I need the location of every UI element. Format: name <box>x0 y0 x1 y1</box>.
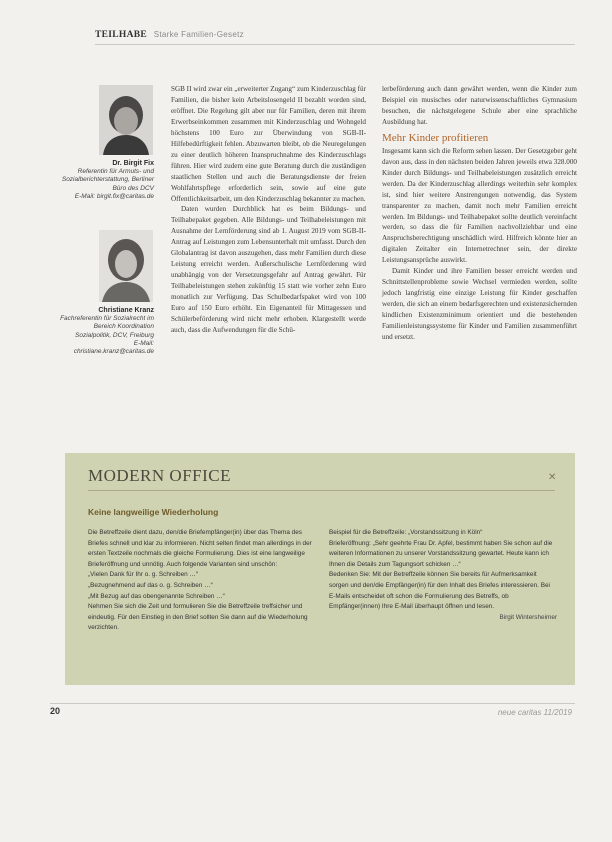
article-column-1 <box>171 84 366 336</box>
author-name-2: Christiane Kranz <box>98 307 154 314</box>
box-ornament-icon: ✕ <box>548 472 557 483</box>
box-paragraph: Bedenken Sie: Mit der Betreffzeile können Sie bereits für Aufmerksamkeit sorgen und den/die Empfänger(in) für den Inhalt des Briefes interessieren. Bei E-Mails entscheidet oft schon die Formulierung des Betreffs, ob Empfänger(innen) Ihre E-Mail überhaupt öffnen und lesen. <box>329 571 550 611</box>
paragraph: SGB II wird zwar ein „erweiterter Zugang“ zum Kinderzuschlag für Familien, die bisher kein Arbeitslosengeld II bezahlt worden sind, eröffnet. Die Regelung gilt aber nur für Familien, deren mit ihrem Erwerbseinkommen zusammen mit Kinderzuschlag und Wohngeld höchstens 100 Euro zur Überwindung von SGB-II-Hilfebedürftigkeit fehlen. Abzuwarten bleibt, ob die Neuregelungen zu einer deutlich höheren Inanspruchnahme des Kinderzuschlags führen. Hier wird zudem eine gute Beratung durch die zuständigen staatlichen Stellen und auch die Beratungsdienste der freien Wohlfahrtspflege erforderlich sein, sowie auf eine gute Öffentlichkeitsarbeit, um den Kinderzuschlag bekannter zu machen. <box>171 85 366 203</box>
author-email-2: E-Mail: christiane.kranz@caritas.de <box>73 339 154 356</box>
box-paragraph: Nehmen Sie sich die Zeit und formulieren Sie die Betreffzeile treffsicher und eindeutig. Für den Einstieg in den Brief sollten Sie dann auf die Wiederholung verzichten. <box>88 603 308 632</box>
box-column-left <box>88 528 316 634</box>
author-caption-1 <box>60 160 154 201</box>
author-role-2: Fachreferentin für Sozialrecht im Bereich Koordination Sozialpolitik, DCV, Freiburg <box>60 315 154 339</box>
header-rule <box>95 44 575 45</box>
box-quote: „Bezugnehmend auf das o. g. Schreiben …“ <box>88 581 213 589</box>
section-label: TEILHABE <box>95 30 148 40</box>
box-rule <box>88 490 555 491</box>
section-heading: Mehr Kinder profitieren <box>382 131 489 144</box>
topic-label: Starke Familien-Gesetz <box>153 30 244 39</box>
paragraph: Daten wurden Durchblick hat es beim Bildungs- und Teilhabepaket gegeben. Alle Bildungs- und Teilhabeleistungen mit Ausnahme der Lernförderung sind ab 1. August 2019 vom SGB-II-Antrag auf Leistungen zum Lebensunterhalt mit umfasst. Durch den Globalantrag ist davon auszugehen, dass mehr Familien durch diese Leistung erreicht werden. Außerschulische Lernförderung wird unabhängig von der Versetzungsgefahr auf Antrag gewährt. Für Teilhabeleistungen stehen zukünftig 15 statt wie vorher zehn Euro monatlich zur Verfügung. Das Schulbedarfspaket wird von 100 Euro auf 150 Euro erhöht. Ein Eigenanteil für Mittagessen und Schülerbeförderung wird nicht mehr erhoben. Klargestellt werde auch, dass die Aufwendungen für die Schü- <box>171 205 366 334</box>
article-column-2 <box>382 84 577 343</box>
box-subtitle: Keine langweilige Wiederholung <box>88 507 219 517</box>
paragraph: Insgesamt kann sich die Reform sehen lassen. Der Gesetzgeber geht davon aus, dass in den nächsten beiden Jahren jeweils etwa 328.000 Kinder durch Bildungs- und Teilhabeleistungen zusätzlich erreicht werden. Da der Kinderzuschlag allerdings weiterhin sehr komplex ist, sind hier weitere Anstrengungen notwendig, das System transparenter zu machen, damit noch mehr Familien erreicht werden. Im Bildungs- und Teilhabepaket sollte deutlich vereinfacht werden, so dass die für Familien nachvollziehbar und eine Anspruchsberechtigung unschädlich wird. Hilfreich könnte hier an digitalen Zeitalter ein Internetrechner sein, der direkte Leistungsansprüche auswirkt. <box>382 146 577 265</box>
author-role-1: Referentin für Armuts- und Sozialberichterstattung, Berliner Büro des DCV <box>61 168 154 192</box>
author-name-1: Dr. Birgit Fix <box>112 160 154 167</box>
footer-rule <box>50 703 575 704</box>
box-paragraph: Die Betreffzeile dient dazu, den/die Briefempfänger(in) über das Thema des Briefes schnell und klar zu informieren. Nicht selten findet man allerdings in der ersten Textzeile nochmals die gleiche Formulierung. Dies ist eine langweilige Brieferöffnung und unnötig. Auch folgende Varianten sind unschön: <box>88 529 312 568</box>
box-column-right <box>329 528 557 623</box>
box-signature: Birgit Wintersheimer <box>499 613 557 621</box>
box-title: MODERN OFFICE <box>88 466 231 485</box>
box-quote: „Vielen Dank für Ihr o. g. Schreiben …“ <box>88 571 198 579</box>
box-paragraph: Brieferöffnung: „Sehr geehrte Frau Dr. Apfel, bestimmt haben Sie schon auf die weiteren Informationen zu unserer Vorstandssitzung gewartet. Heute kann ich Ihnen die Details zum Tagungsort schicken …“ <box>329 539 553 568</box>
author-caption-2 <box>60 307 154 356</box>
magazine-label: neue caritas 11/2019 <box>497 708 572 717</box>
author-photo-1 <box>99 85 153 155</box>
author-photo-2 <box>99 230 153 302</box>
page-header <box>95 30 244 40</box>
box-quote: „Mit Bezug auf das obengenannte Schreiben …“ <box>88 592 225 600</box>
paragraph: lerbeförderung auch dann gewährt werden, wenn die Kinder zum Beispiel ein musisches oder naturwissenschaftliches Gymnasium besuchen, die nächstgelegene Schule aber eine sprachliche Ausbildung hat. <box>382 85 577 126</box>
author-email-1: E-Mail: birgit.fix@caritas.de <box>74 192 154 200</box>
paragraph: Damit Kinder und ihre Familien besser erreicht werden und Schnittstellenprobleme sowie Wechsel vermieden werden, sollte jedoch langfristig eine einzige Leistung für Kinder geschaffen werden, die sich an einem bedarfsgerechten und existenzsichernden kindlichen Existenzminimum orientiert und die bestehenden Familienleistungssysteme für Kinder und Familien zusammenführt und ersetzt. <box>382 267 577 342</box>
page-number: 20 <box>50 706 61 716</box>
box-paragraph: Beispiel für die Betreffzeile: „Vorstandssitzung in Köln“ <box>329 529 483 536</box>
